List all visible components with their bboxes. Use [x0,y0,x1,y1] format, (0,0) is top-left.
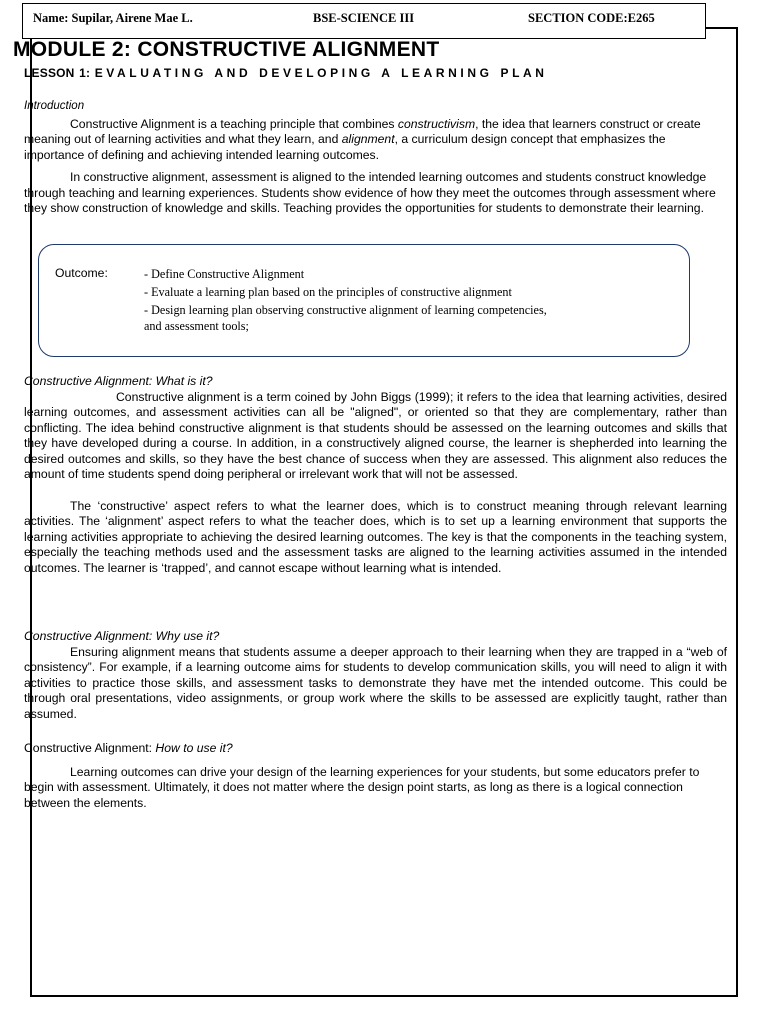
outcome-item: - Evaluate a learning plan based on the principles of constructive alignment [144,285,512,299]
section-code: SECTION CODE:E265 [528,11,655,25]
introduction-heading: Introduction [24,100,85,112]
how-section [24,741,727,811]
lesson-title [24,66,548,80]
what-heading: Constructive Alignment: What is it? [24,374,213,388]
lesson-name: EVALUATING AND DEVELOPING A LEARNING PLAN [94,66,548,80]
introduction-paragraph-1: Constructive Alignment is a teaching principle that combines constructivism, the idea that learners construct or create meaning out of learning activities and what they learn, and alignment, a curriculum design concept that emphasizes the importance of defining and achieving intended learning outcomes. [24,116,701,162]
what-section [24,374,727,576]
lesson-prefix: LESSON 1: [24,66,91,80]
what-paragraph-2: The ‘constructive’ aspect refers to what the learner does, which is to construct meaning through relevant learning activities. The ‘alignment’ aspect refers to what the teacher does, which is to set up a learning environment that supports the learning activities appropriate to achieving the desired learning outcomes. The key is that the components in the teaching system, especially the teaching methods used and the assessment tasks are aligned to the learning activities assumed in the intended outcomes. The learner is ‘trapped’, and cannot escape without learning what is intended. [24,498,727,575]
introduction-section [24,99,727,217]
why-heading: Constructive Alignment: Why use it? [24,629,220,643]
student-name: Name: Supilar, Airene Mae L. [33,11,193,25]
header-bar [22,3,706,39]
outcome-item: - Design learning plan observing constructive alignment of learning competencies, [144,303,547,317]
how-paragraph: Learning outcomes can drive your design of the learning experiences for your students, but some educators prefer to begin with assessment. Ultimately, it does not matter where the design point starts, as long as there is a logical connection between the elements. [24,764,700,810]
what-paragraph-1: Constructive alignment is a term coined by John Biggs (1999); it refers to the idea that learning activities, desired learning outcomes, and assessment activities can all be "aligned", or oriented so that they are complementary, rather than conflicting. The idea behind constructive alignment is that students should be assessed on the learning outcomes and skills that they have developed during a course. In addition, in a constructively aligned course, the learner is shepherded into learning the desired outcomes and skills, so they have the best chance of success when they are assessed. This alignment also reduces the amount of time students spend doing peripheral or irrelevant work that will not be assessed. [24,389,727,481]
introduction-paragraph-2: In constructive alignment, assessment is aligned to the intended learning outcomes and students construct knowledge through teaching and learning experiences. Students show evidence of how they meet the outcomes through assessment where they show construction of knowledge and skills. Teaching provides the opportunities for students to demonstrate their learning. [24,170,716,215]
why-section [24,629,727,722]
outcome-label: Outcome: [55,266,108,280]
outcome-item: - Define Constructive Alignment [144,267,305,281]
outcome-list [144,265,674,319]
why-paragraph: Ensuring alignment means that students assume a deeper approach to their learning when they are trapped in a “web of consistency”. For example, if a learning outcome aims for students to develop communication skills, you will need to align it with activities to practice those skills, and assessment tasks to demonstrate they have met the intended outcome. This could be through oral presentations, video assignments, or group work where the skills to be assessed are explicitly taught, rather than assumed. [24,644,727,721]
course-name: BSE-SCIENCE III [313,11,415,25]
outcome-box [38,244,690,357]
how-heading: Constructive Alignment: How to use it? [24,741,233,755]
outcome-item-continuation: and assessment tools; [144,319,249,333]
module-title: MODULE 2: CONSTRUCTIVE ALIGNMENT [13,38,440,61]
